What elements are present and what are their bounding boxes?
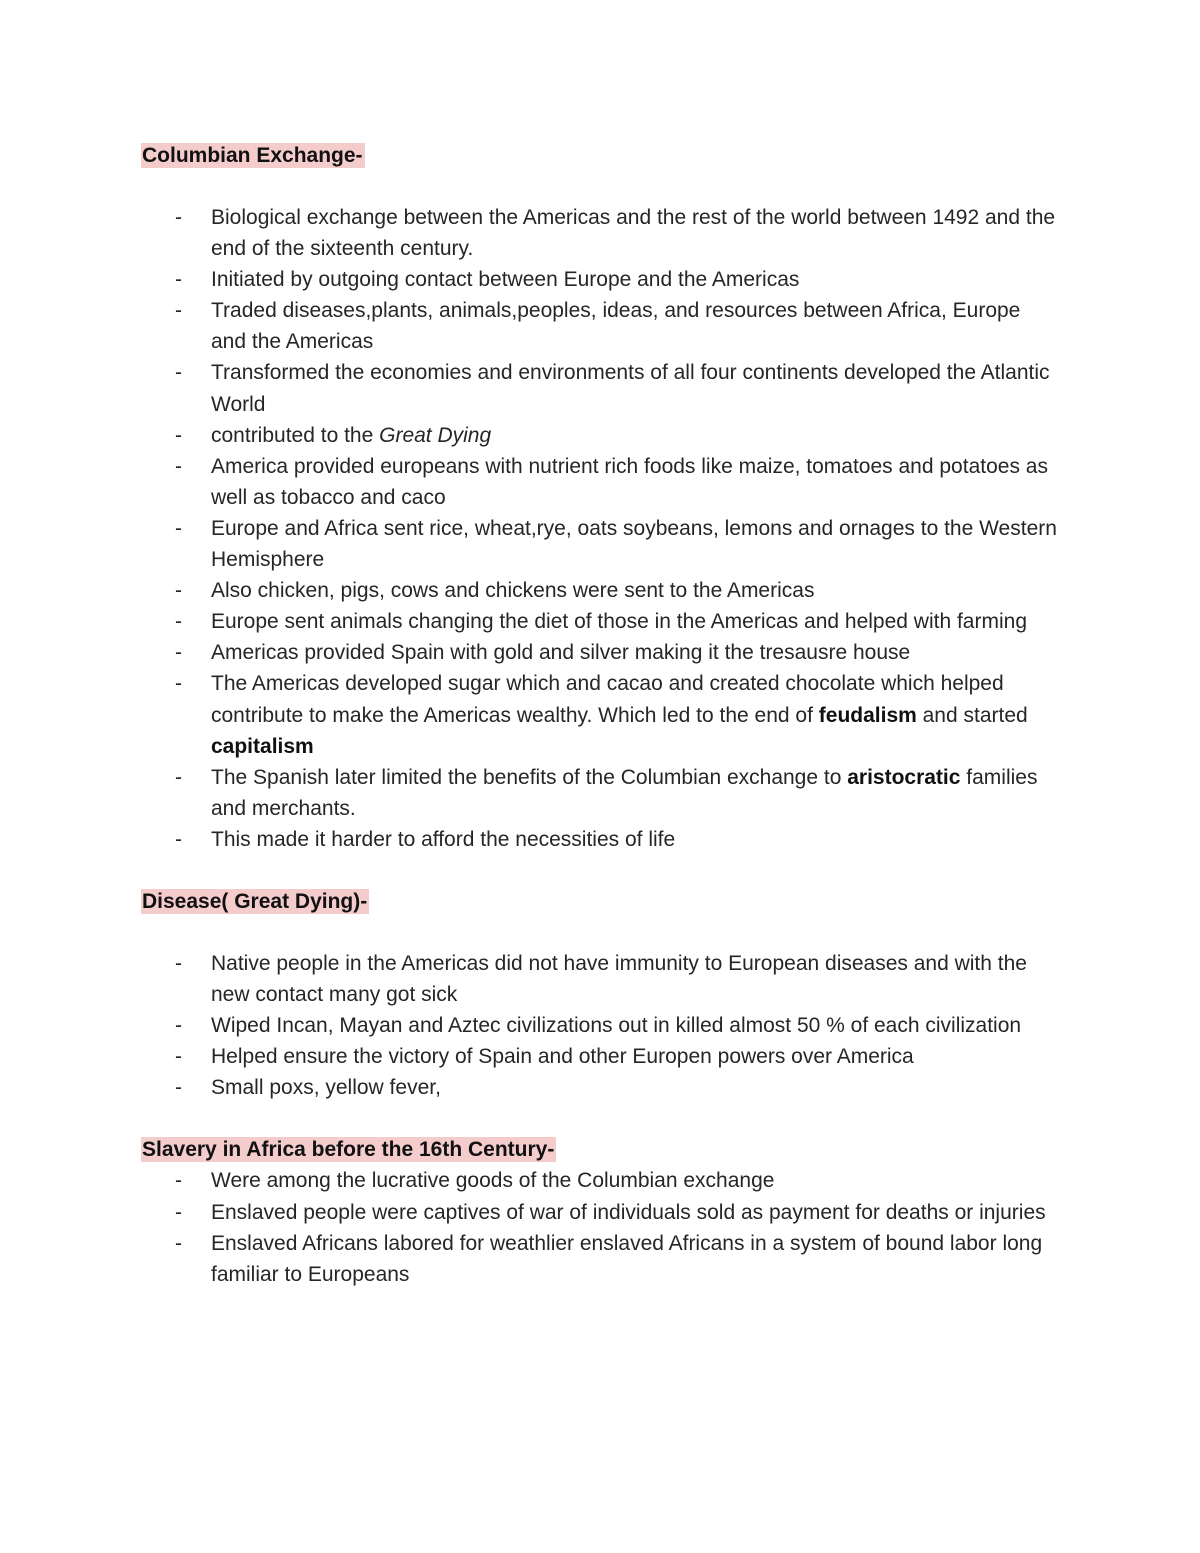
section-heading: Columbian Exchange-	[142, 144, 363, 167]
list-item: - Wiped Incan, Mayan and Aztec civilizations out in killed almost 50 % of each civilization	[175, 1014, 1022, 1038]
bullet-list	[141, 202, 1061, 855]
list-item: - Also chicken, pigs, cows and chickens were sent to the Americas	[175, 579, 815, 603]
list-item: - Europe and Africa sent rice, wheat,rye, oats soybeans, lemons and ornages to the Western Hemisphere	[175, 516, 1057, 572]
section-heading: Disease( Great Dying)-	[142, 889, 368, 913]
list-item: - This made it harder to afford the necessities of life	[175, 827, 676, 851]
list-item: - The Americas developed sugar which and cacao and created chocolate which helped contribute to make the Americas wealthy. Which led to the end of feudalism and started capitalism	[175, 672, 1028, 758]
list-item: - America provided europeans with nutrient rich foods like maize, tomatoes and potatoes as well as tobacco and caco	[175, 454, 1048, 509]
list-item: - Initiated by outgoing contact between Europe and the Americas	[175, 268, 800, 292]
bullet-list	[141, 1165, 1061, 1289]
list-item: - Were among the lucrative goods of the Columbian exchange	[175, 1169, 775, 1193]
list-item: - Enslaved Africans labored for weathlier enslaved Africans in a system of bound labor long familiar to Europeans	[175, 1231, 1043, 1286]
section-columbian-exchange	[141, 140, 1061, 855]
list-item: - Europe sent animals changing the diet of those in the Americas and helped with farming	[175, 610, 1027, 634]
bullet-list	[141, 948, 1061, 1103]
section-heading: Slavery in Africa before the 16th Century-	[142, 1138, 555, 1162]
list-item: - Native people in the Americas did not have immunity to European diseases and with the new contact many got sick	[175, 951, 1027, 1007]
list-item: - Traded diseases,plants, animals,peoples, ideas, and resources between Africa, Europe and the Americas	[175, 299, 1021, 354]
list-item: - contributed to the Great Dying	[175, 423, 492, 447]
list-item: - Transformed the economies and environments of all four continents developed the Atlantic World	[175, 361, 1050, 416]
document-page	[141, 140, 1061, 1290]
section-disease	[141, 886, 1061, 1103]
list-item: - Enslaved people were captives of war of individuals sold as payment for deaths or injuries	[175, 1200, 1046, 1224]
list-item: - The Spanish later limited the benefits of the Columbian exchange to aristocratic families and merchants.	[175, 765, 1038, 820]
list-item: - Small poxs, yellow fever,	[175, 1076, 441, 1100]
section-slavery-in-africa	[141, 1134, 1061, 1289]
list-item: - Biological exchange between the Americas and the rest of the world between 1492 and the end of the sixteenth century.	[175, 206, 1056, 261]
list-item: - Helped ensure the victory of Spain and other Europen powers over America	[175, 1045, 914, 1069]
list-item: - Americas provided Spain with gold and silver making it the tresausre house	[175, 641, 911, 665]
